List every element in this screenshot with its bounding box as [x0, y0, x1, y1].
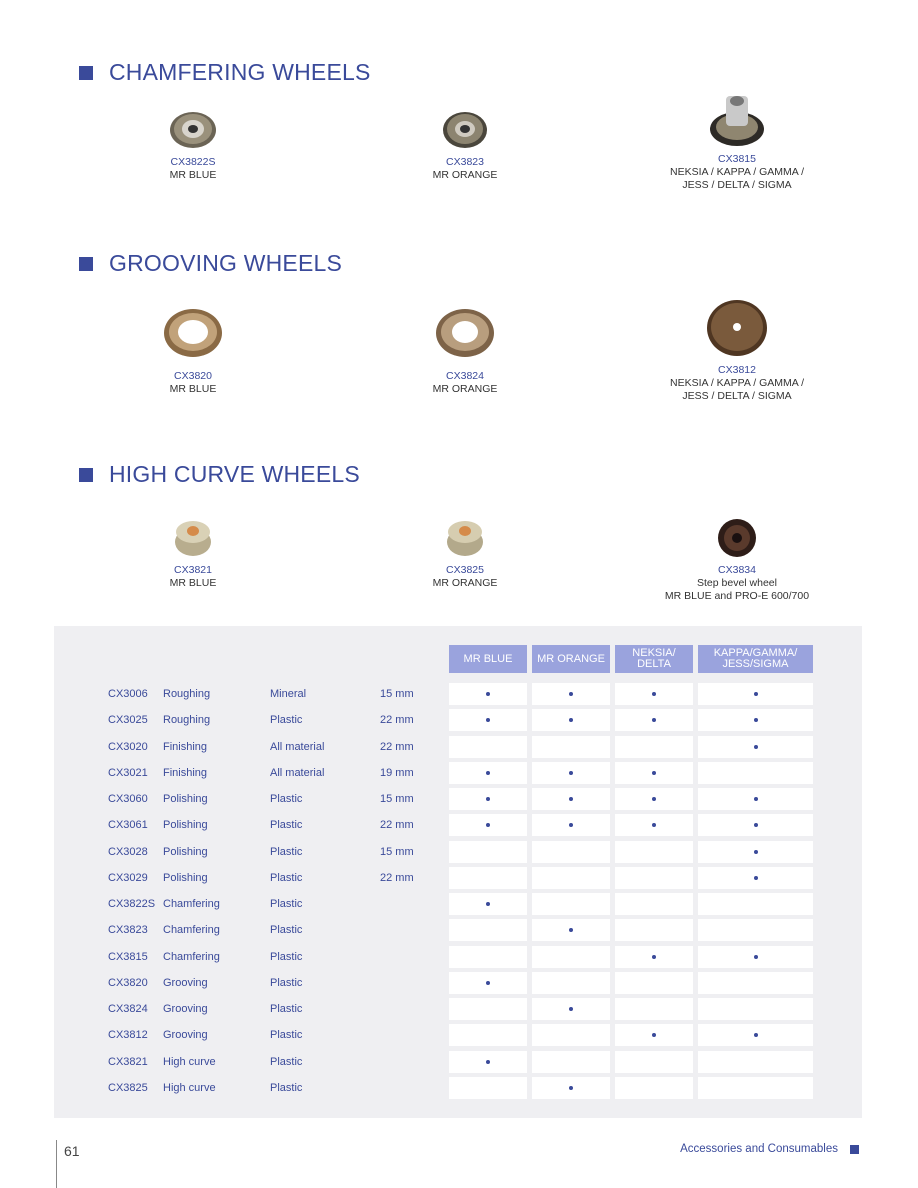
footer-section-title: Accessories and Consumables [680, 1143, 838, 1155]
compatibility-cell [698, 683, 813, 705]
size-cell: 15 mm [380, 688, 414, 700]
footer-divider [56, 1140, 57, 1188]
compatibility-cell [449, 1051, 527, 1073]
page-number: 61 [64, 1143, 80, 1159]
compatibility-cell [449, 867, 527, 889]
product-code: CX3822S [170, 156, 216, 168]
table-row [0, 841, 918, 863]
product-code-cell: CX3820 [108, 976, 148, 989]
compatibility-cell [449, 788, 527, 810]
compatibility-cell [615, 893, 693, 915]
wheel-type-cell: Chamfering [163, 898, 220, 910]
compatibility-cell [449, 998, 527, 1020]
wheel-type-cell: Grooving [163, 976, 208, 989]
compatibility-cell [449, 919, 527, 941]
product-card [83, 302, 303, 396]
wheel-type-cell: Polishing [163, 871, 208, 884]
compatibility-cell [449, 946, 527, 968]
product-card [627, 298, 847, 403]
material-cell: Plastic [270, 898, 303, 910]
compatible-dot-icon [569, 1007, 573, 1011]
compatible-dot-icon [486, 797, 490, 801]
compatibility-cell [532, 1051, 610, 1073]
compatible-dot-icon [652, 823, 656, 827]
product-desc: MR ORANGE [432, 577, 498, 589]
product-code: CX3821 [174, 564, 212, 576]
high-curve-wheel-image [445, 518, 485, 558]
wheel-type-cell: High curve [163, 1081, 216, 1094]
product-code: CX3815 [718, 153, 756, 165]
wheel-type-cell: Roughing [163, 714, 211, 727]
wheel-type-cell: Polishing [163, 819, 208, 832]
wheel-type-cell: Finishing [163, 740, 208, 753]
compatibility-cell [449, 841, 527, 863]
product-desc: MR BLUE [169, 577, 217, 589]
compatible-dot-icon [754, 955, 758, 959]
wheel-type-cell: Chamfering [163, 924, 220, 937]
size-cell: 22 mm [380, 871, 414, 884]
compatibility-cell [698, 841, 813, 863]
product-code-cell: CX3029 [108, 871, 148, 884]
wheel-type-cell: Grooving [163, 1003, 208, 1015]
product-desc: JESS / DELTA / SIGMA [682, 390, 792, 402]
compatible-dot-icon [569, 692, 573, 696]
compatible-dot-icon [652, 797, 656, 801]
compatible-dot-icon [569, 771, 573, 775]
compatibility-cell [449, 1024, 527, 1046]
table-row [0, 998, 918, 1020]
compatible-dot-icon [486, 718, 490, 722]
compatibility-cell [449, 1077, 527, 1099]
table-row [0, 788, 918, 810]
wheel-type-cell: Finishing [163, 766, 208, 779]
product-code-cell: CX3825 [108, 1081, 148, 1094]
compatibility-cell [698, 972, 813, 994]
table-row [0, 919, 918, 941]
product-desc: Step bevel wheel [697, 577, 777, 589]
table-row [0, 1024, 918, 1046]
product-desc: JESS / DELTA / SIGMA [682, 179, 792, 191]
grooving-wheel-image [434, 302, 496, 364]
compatibility-cell [449, 814, 527, 836]
product-code: CX3812 [718, 364, 756, 376]
compatible-dot-icon [486, 771, 490, 775]
high-curve-wheel-image [173, 518, 213, 558]
wheel-type-cell: Grooving [163, 1029, 208, 1042]
product-code: CX3820 [174, 370, 212, 382]
table-row [0, 893, 918, 915]
compatibility-cell [532, 683, 610, 705]
product-code-cell: CX3824 [108, 1003, 148, 1015]
material-cell: Plastic [270, 976, 303, 989]
compatibility-cell [532, 736, 610, 758]
compatibility-cell [615, 867, 693, 889]
material-cell: Plastic [270, 1003, 303, 1015]
material-cell: Plastic [270, 1081, 303, 1094]
product-code-cell: CX3060 [108, 793, 148, 805]
compatible-dot-icon [486, 1060, 490, 1064]
table-row [0, 814, 918, 836]
compatibility-cell [449, 709, 527, 731]
product-card [83, 110, 303, 182]
section-square-icon [79, 468, 93, 482]
compatible-dot-icon [754, 850, 758, 854]
table-row [0, 1077, 918, 1099]
compatible-dot-icon [652, 771, 656, 775]
product-code: CX3823 [446, 156, 484, 168]
product-code-cell: CX3006 [108, 688, 148, 700]
high-curve-wheel-image [717, 518, 757, 558]
material-cell: Plastic [270, 714, 303, 727]
product-desc: MR BLUE [169, 383, 217, 395]
compatible-dot-icon [754, 692, 758, 696]
compatible-dot-icon [569, 718, 573, 722]
product-card [355, 302, 575, 396]
compatibility-cell [615, 709, 693, 731]
compatible-dot-icon [754, 718, 758, 722]
table-row [0, 1051, 918, 1073]
compatible-dot-icon [652, 955, 656, 959]
product-card [627, 518, 847, 603]
compatibility-cell [449, 972, 527, 994]
compatible-dot-icon [754, 823, 758, 827]
compatibility-cell [532, 867, 610, 889]
material-cell: Plastic [270, 1029, 303, 1042]
material-cell: All material [270, 740, 325, 753]
compatibility-cell [449, 683, 527, 705]
compatibility-cell [698, 893, 813, 915]
compatibility-cell [615, 1051, 693, 1073]
product-card [83, 518, 303, 590]
section-header-grooving [79, 250, 342, 277]
compatible-dot-icon [754, 1033, 758, 1037]
compatibility-cell [698, 1051, 813, 1073]
compatible-dot-icon [486, 902, 490, 906]
material-cell: Plastic [270, 793, 303, 805]
product-desc: MR BLUE and PRO-E 600/700 [664, 590, 810, 602]
material-cell: All material [270, 766, 325, 779]
material-cell: Plastic [270, 924, 303, 937]
compatibility-cell [698, 919, 813, 941]
compatible-dot-icon [486, 981, 490, 985]
compatibility-cell [698, 736, 813, 758]
compatibility-cell [615, 841, 693, 863]
compatible-dot-icon [652, 692, 656, 696]
compatible-dot-icon [569, 1086, 573, 1090]
compatible-dot-icon [754, 876, 758, 880]
wheel-type-cell: Polishing [163, 793, 208, 805]
compatibility-cell [532, 919, 610, 941]
product-code-cell: CX3821 [108, 1055, 148, 1068]
compatibility-cell [532, 1077, 610, 1099]
product-desc: NEKSIA / KAPPA / GAMMA / [669, 166, 805, 178]
compatibility-cell [615, 1077, 693, 1099]
compatible-dot-icon [569, 928, 573, 932]
compatibility-cell [698, 762, 813, 784]
compatibility-cell [615, 762, 693, 784]
compatibility-cell [532, 841, 610, 863]
compatibility-cell [698, 709, 813, 731]
table-header-mr-orange: MR ORANGE [532, 645, 610, 673]
compatibility-cell [449, 762, 527, 784]
material-cell: Plastic [270, 819, 303, 832]
product-code-cell: CX3822S [108, 898, 156, 910]
compatibility-cell [698, 814, 813, 836]
product-code: CX3834 [718, 564, 756, 576]
compatibility-cell [532, 893, 610, 915]
wheel-type-cell: High curve [163, 1055, 216, 1068]
section-square-icon [79, 66, 93, 80]
footer-square-icon [850, 1145, 859, 1154]
compatible-dot-icon [486, 823, 490, 827]
material-cell: Plastic [270, 950, 303, 963]
product-desc: NEKSIA / KAPPA / GAMMA / [669, 377, 805, 389]
compatibility-cell [532, 788, 610, 810]
product-desc: MR ORANGE [432, 169, 498, 181]
chamfering-wheel-image [168, 110, 218, 150]
wheel-type-cell: Roughing [163, 688, 211, 700]
compatibility-cell [532, 1024, 610, 1046]
table-header-neksia-delta: NEKSIA/ DELTA [615, 645, 693, 673]
compatibility-cell [449, 893, 527, 915]
section-title: CHAMFERING WHEELS [109, 59, 371, 85]
product-code-cell: CX3061 [108, 819, 148, 832]
compatibility-cell [698, 867, 813, 889]
compatibility-cell [615, 814, 693, 836]
size-cell: 22 mm [380, 714, 414, 727]
table-row [0, 762, 918, 784]
grooving-wheel-image [706, 298, 768, 358]
product-code-cell: CX3020 [108, 740, 148, 753]
chamfering-wheel-image [440, 110, 490, 150]
material-cell: Mineral [270, 688, 307, 700]
size-cell: 19 mm [380, 766, 414, 779]
section-header-high-curve [79, 461, 360, 488]
compatibility-cell [532, 946, 610, 968]
compatibility-cell [698, 946, 813, 968]
compatibility-cell [532, 814, 610, 836]
product-code: CX3825 [446, 564, 484, 576]
product-code-cell: CX3028 [108, 845, 148, 858]
product-code-cell: CX3812 [108, 1029, 148, 1042]
size-cell: 15 mm [380, 845, 414, 858]
compatibility-cell [532, 709, 610, 731]
compatibility-cell [698, 1077, 813, 1099]
product-card [627, 93, 847, 192]
compatibility-cell [615, 736, 693, 758]
size-cell: 15 mm [380, 793, 414, 805]
compatibility-cell [615, 683, 693, 705]
compatibility-cell [698, 1024, 813, 1046]
section-title: HIGH CURVE WHEELS [109, 461, 360, 487]
compatibility-cell [615, 946, 693, 968]
compatible-dot-icon [652, 1033, 656, 1037]
chamfering-wheel-image [707, 93, 767, 147]
table-header-mr-blue: MR BLUE [449, 645, 527, 673]
table-row [0, 946, 918, 968]
wheel-type-cell: Chamfering [163, 950, 220, 963]
compatible-dot-icon [754, 745, 758, 749]
table-row [0, 736, 918, 758]
table-row [0, 683, 918, 705]
product-card [355, 518, 575, 590]
size-cell: 22 mm [380, 740, 414, 753]
material-cell: Plastic [270, 845, 303, 858]
compatible-dot-icon [569, 797, 573, 801]
material-cell: Plastic [270, 871, 303, 884]
compatibility-cell [532, 998, 610, 1020]
compatibility-cell [615, 1024, 693, 1046]
compatibility-cell [615, 788, 693, 810]
product-desc: MR BLUE [169, 169, 217, 181]
product-card [355, 110, 575, 182]
size-cell: 22 mm [380, 819, 414, 832]
compatibility-cell [532, 762, 610, 784]
compatibility-cell [698, 788, 813, 810]
grooving-wheel-image [162, 302, 224, 364]
section-title: GROOVING WHEELS [109, 250, 343, 276]
section-square-icon [79, 257, 93, 271]
compatibility-cell [615, 972, 693, 994]
section-header-chamfering [79, 59, 371, 86]
product-code-cell: CX3025 [108, 714, 148, 727]
compatibility-cell [698, 998, 813, 1020]
table-row [0, 709, 918, 731]
compatible-dot-icon [569, 823, 573, 827]
product-code-cell: CX3823 [108, 924, 148, 937]
compatibility-cell [615, 998, 693, 1020]
compatibility-cell [532, 972, 610, 994]
product-code-cell: CX3815 [108, 950, 148, 963]
compatible-dot-icon [652, 718, 656, 722]
wheel-type-cell: Polishing [163, 845, 208, 858]
product-code-cell: CX3021 [108, 766, 148, 779]
product-code: CX3824 [446, 370, 484, 382]
table-row [0, 867, 918, 889]
compatibility-cell [449, 736, 527, 758]
table-header-kappa-gamma-jess-sigma: KAPPA/GAMMA/ JESS/SIGMA [698, 645, 813, 673]
compatibility-cell [615, 919, 693, 941]
product-desc: MR ORANGE [432, 383, 498, 395]
compatible-dot-icon [754, 797, 758, 801]
compatible-dot-icon [486, 692, 490, 696]
table-row [0, 972, 918, 994]
material-cell: Plastic [270, 1055, 303, 1068]
